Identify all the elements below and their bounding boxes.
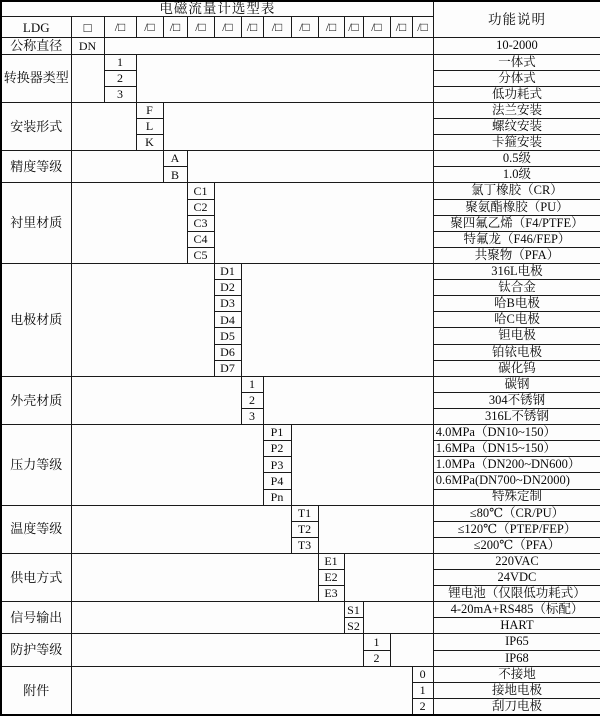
spacer-cell <box>71 553 318 601</box>
model-code-slot: /□ <box>187 17 214 38</box>
option-description: 法兰安装 <box>433 102 600 118</box>
option-row <box>1 376 600 392</box>
option-code: D3 <box>214 296 241 312</box>
model-code-box: □ <box>71 17 104 38</box>
option-code: 2 <box>363 650 390 666</box>
category-label: 衬里材质 <box>1 183 71 264</box>
option-description: 316L电极 <box>433 263 600 279</box>
option-description: 哈B电极 <box>433 296 600 312</box>
option-description: 1.0MPa（DN200~DN600） <box>433 457 600 473</box>
option-description: IP65 <box>433 634 600 650</box>
category-label: 供电方式 <box>1 553 71 601</box>
model-code-slot: /□ <box>344 17 363 38</box>
model-code-slot: /□ <box>363 17 390 38</box>
option-description: 4.0MPa（DN10~150） <box>433 425 600 441</box>
option-description: 304不锈钢 <box>433 392 600 408</box>
option-row <box>1 54 600 70</box>
spacer-cell <box>214 183 433 264</box>
option-description: 碳钢 <box>433 376 600 392</box>
spacer-cell <box>390 634 433 666</box>
spacer-cell <box>344 553 433 601</box>
model-code-slot: /□ <box>163 17 187 38</box>
option-code: Pn <box>263 489 291 505</box>
model-code-slot: /□ <box>263 17 291 38</box>
option-code: E1 <box>318 553 344 569</box>
category-label: 附件 <box>1 666 71 715</box>
option-code: 1 <box>363 634 390 650</box>
option-description: HART <box>433 618 600 634</box>
spacer-cell <box>291 425 433 506</box>
option-code: L <box>136 118 163 134</box>
table-title: 电磁流量计选型表 <box>1 1 433 17</box>
spacer-cell <box>263 376 433 424</box>
option-code: C5 <box>187 247 214 263</box>
spacer-cell <box>163 102 433 150</box>
category-label: 精度等级 <box>1 151 71 183</box>
option-description: 220VAC <box>433 553 600 569</box>
option-row <box>1 634 600 650</box>
spacer-cell <box>318 505 433 553</box>
option-description: 1.6MPa（DN15~150） <box>433 441 600 457</box>
model-code-slot: /□ <box>412 17 433 38</box>
spacer-cell <box>71 183 187 264</box>
option-description: 特殊定制 <box>433 489 600 505</box>
spacer-cell <box>136 54 433 102</box>
model-code-slot: /□ <box>214 17 241 38</box>
option-description: 低功耗式 <box>433 86 600 102</box>
spacer-cell <box>71 505 291 553</box>
option-code: F <box>136 102 163 118</box>
option-description: 24VDC <box>433 570 600 586</box>
model-code-slot: /□ <box>136 17 163 38</box>
option-code: 1 <box>104 54 136 70</box>
category-label: 防护等级 <box>1 634 71 666</box>
option-code: 0 <box>412 666 433 682</box>
spacer-cell <box>71 376 241 424</box>
option-code: E3 <box>318 586 344 602</box>
category-label: 转换器类型 <box>1 54 71 102</box>
option-code: T1 <box>291 505 318 521</box>
option-code: 3 <box>104 86 136 102</box>
option-code: C3 <box>187 215 214 231</box>
option-description: ≤200℃（PFA） <box>433 537 600 553</box>
option-code: C4 <box>187 231 214 247</box>
option-code: 3 <box>241 408 263 424</box>
function-column-header: 功能说明 <box>433 1 600 38</box>
option-code: DN <box>71 38 104 54</box>
spacer-cell <box>187 151 433 183</box>
model-code-slot: /□ <box>241 17 263 38</box>
option-code: P3 <box>263 457 291 473</box>
option-row <box>1 505 600 521</box>
option-description: ≤120℃（PTEP/FEP） <box>433 521 600 537</box>
option-code: D6 <box>214 344 241 360</box>
category-label: 压力等级 <box>1 425 71 506</box>
option-code: 2 <box>104 70 136 86</box>
option-description: 氯丁橡胶（CR） <box>433 183 600 199</box>
option-description: 316L不锈钢 <box>433 408 600 424</box>
option-code: D4 <box>214 312 241 328</box>
spacer-cell <box>241 263 433 376</box>
spacer-cell <box>71 425 263 506</box>
option-description: 哈C电极 <box>433 312 600 328</box>
spacer-cell <box>71 102 136 150</box>
option-code: A <box>163 151 187 167</box>
option-description: 卡箍安装 <box>433 135 600 151</box>
spacer-cell <box>71 666 412 715</box>
category-label: 信号输出 <box>1 602 71 634</box>
option-row <box>1 102 600 118</box>
option-row <box>1 425 600 441</box>
category-label: 电极材质 <box>1 263 71 376</box>
option-description: 不接地 <box>433 666 600 682</box>
model-code-slot: /□ <box>390 17 412 38</box>
option-description: 10-2000 <box>433 38 600 54</box>
option-code: S2 <box>344 618 363 634</box>
category-label: 公称直径 <box>1 38 71 54</box>
category-label: 安装形式 <box>1 102 71 150</box>
spacer-cell <box>363 602 433 634</box>
option-code: K <box>136 135 163 151</box>
spacer-cell <box>71 151 163 183</box>
option-code: T2 <box>291 521 318 537</box>
option-code: 1 <box>412 682 433 698</box>
option-description: 锂电池（仅限低功耗式） <box>433 586 600 602</box>
category-label: 温度等级 <box>1 505 71 553</box>
model-code-slot: /□ <box>104 17 136 38</box>
option-code: 2 <box>241 392 263 408</box>
option-code: P2 <box>263 441 291 457</box>
option-description: IP68 <box>433 650 600 666</box>
option-description: 共聚物（PFA） <box>433 247 600 263</box>
option-description: 碳化钨 <box>433 360 600 376</box>
option-code: C1 <box>187 183 214 199</box>
option-row <box>1 151 600 167</box>
option-row <box>1 263 600 279</box>
spacer-cell <box>104 38 433 54</box>
option-row <box>1 666 600 682</box>
option-description: 铂铱电极 <box>433 344 600 360</box>
option-code: P1 <box>263 425 291 441</box>
option-description: 分体式 <box>433 70 600 86</box>
option-description: 1.0级 <box>433 167 600 183</box>
option-description: 特氟龙（F46/FEP） <box>433 231 600 247</box>
option-row <box>1 38 600 54</box>
option-code: 2 <box>412 698 433 715</box>
option-description: 聚氨酯橡胶（PU） <box>433 199 600 215</box>
option-description: 0.5级 <box>433 151 600 167</box>
option-description: 一体式 <box>433 54 600 70</box>
spacer-cell <box>71 602 344 634</box>
option-row <box>1 553 600 569</box>
option-description: 接地电极 <box>433 682 600 698</box>
spacer-cell <box>71 634 363 666</box>
option-description: ≤80℃（CR/PU） <box>433 505 600 521</box>
option-description: 0.6MPa(DN700~DN2000) <box>433 473 600 489</box>
spacer-cell <box>71 54 104 102</box>
option-row <box>1 602 600 618</box>
option-description: 聚四氟乙烯（F4/PTFE） <box>433 215 600 231</box>
option-code: D2 <box>214 280 241 296</box>
option-code: D7 <box>214 360 241 376</box>
option-description: 钽电极 <box>433 328 600 344</box>
option-description: 螺纹安装 <box>433 118 600 134</box>
option-code: P4 <box>263 473 291 489</box>
option-code: S1 <box>344 602 363 618</box>
option-code: T3 <box>291 537 318 553</box>
option-description: 刮刀电极 <box>433 698 600 715</box>
spacer-cell <box>71 263 214 376</box>
option-description: 钛合金 <box>433 280 600 296</box>
option-code: E2 <box>318 570 344 586</box>
option-code: C2 <box>187 199 214 215</box>
option-code: D1 <box>214 263 241 279</box>
option-code: D5 <box>214 328 241 344</box>
model-prefix-label: LDG <box>1 17 71 38</box>
model-code-slot: /□ <box>318 17 344 38</box>
option-code: 1 <box>241 376 263 392</box>
category-label: 外壳材质 <box>1 376 71 424</box>
model-code-slot: /□ <box>291 17 318 38</box>
option-description: 4-20mA+RS485（标配） <box>433 602 600 618</box>
option-row <box>1 183 600 199</box>
option-code: B <box>163 167 187 183</box>
